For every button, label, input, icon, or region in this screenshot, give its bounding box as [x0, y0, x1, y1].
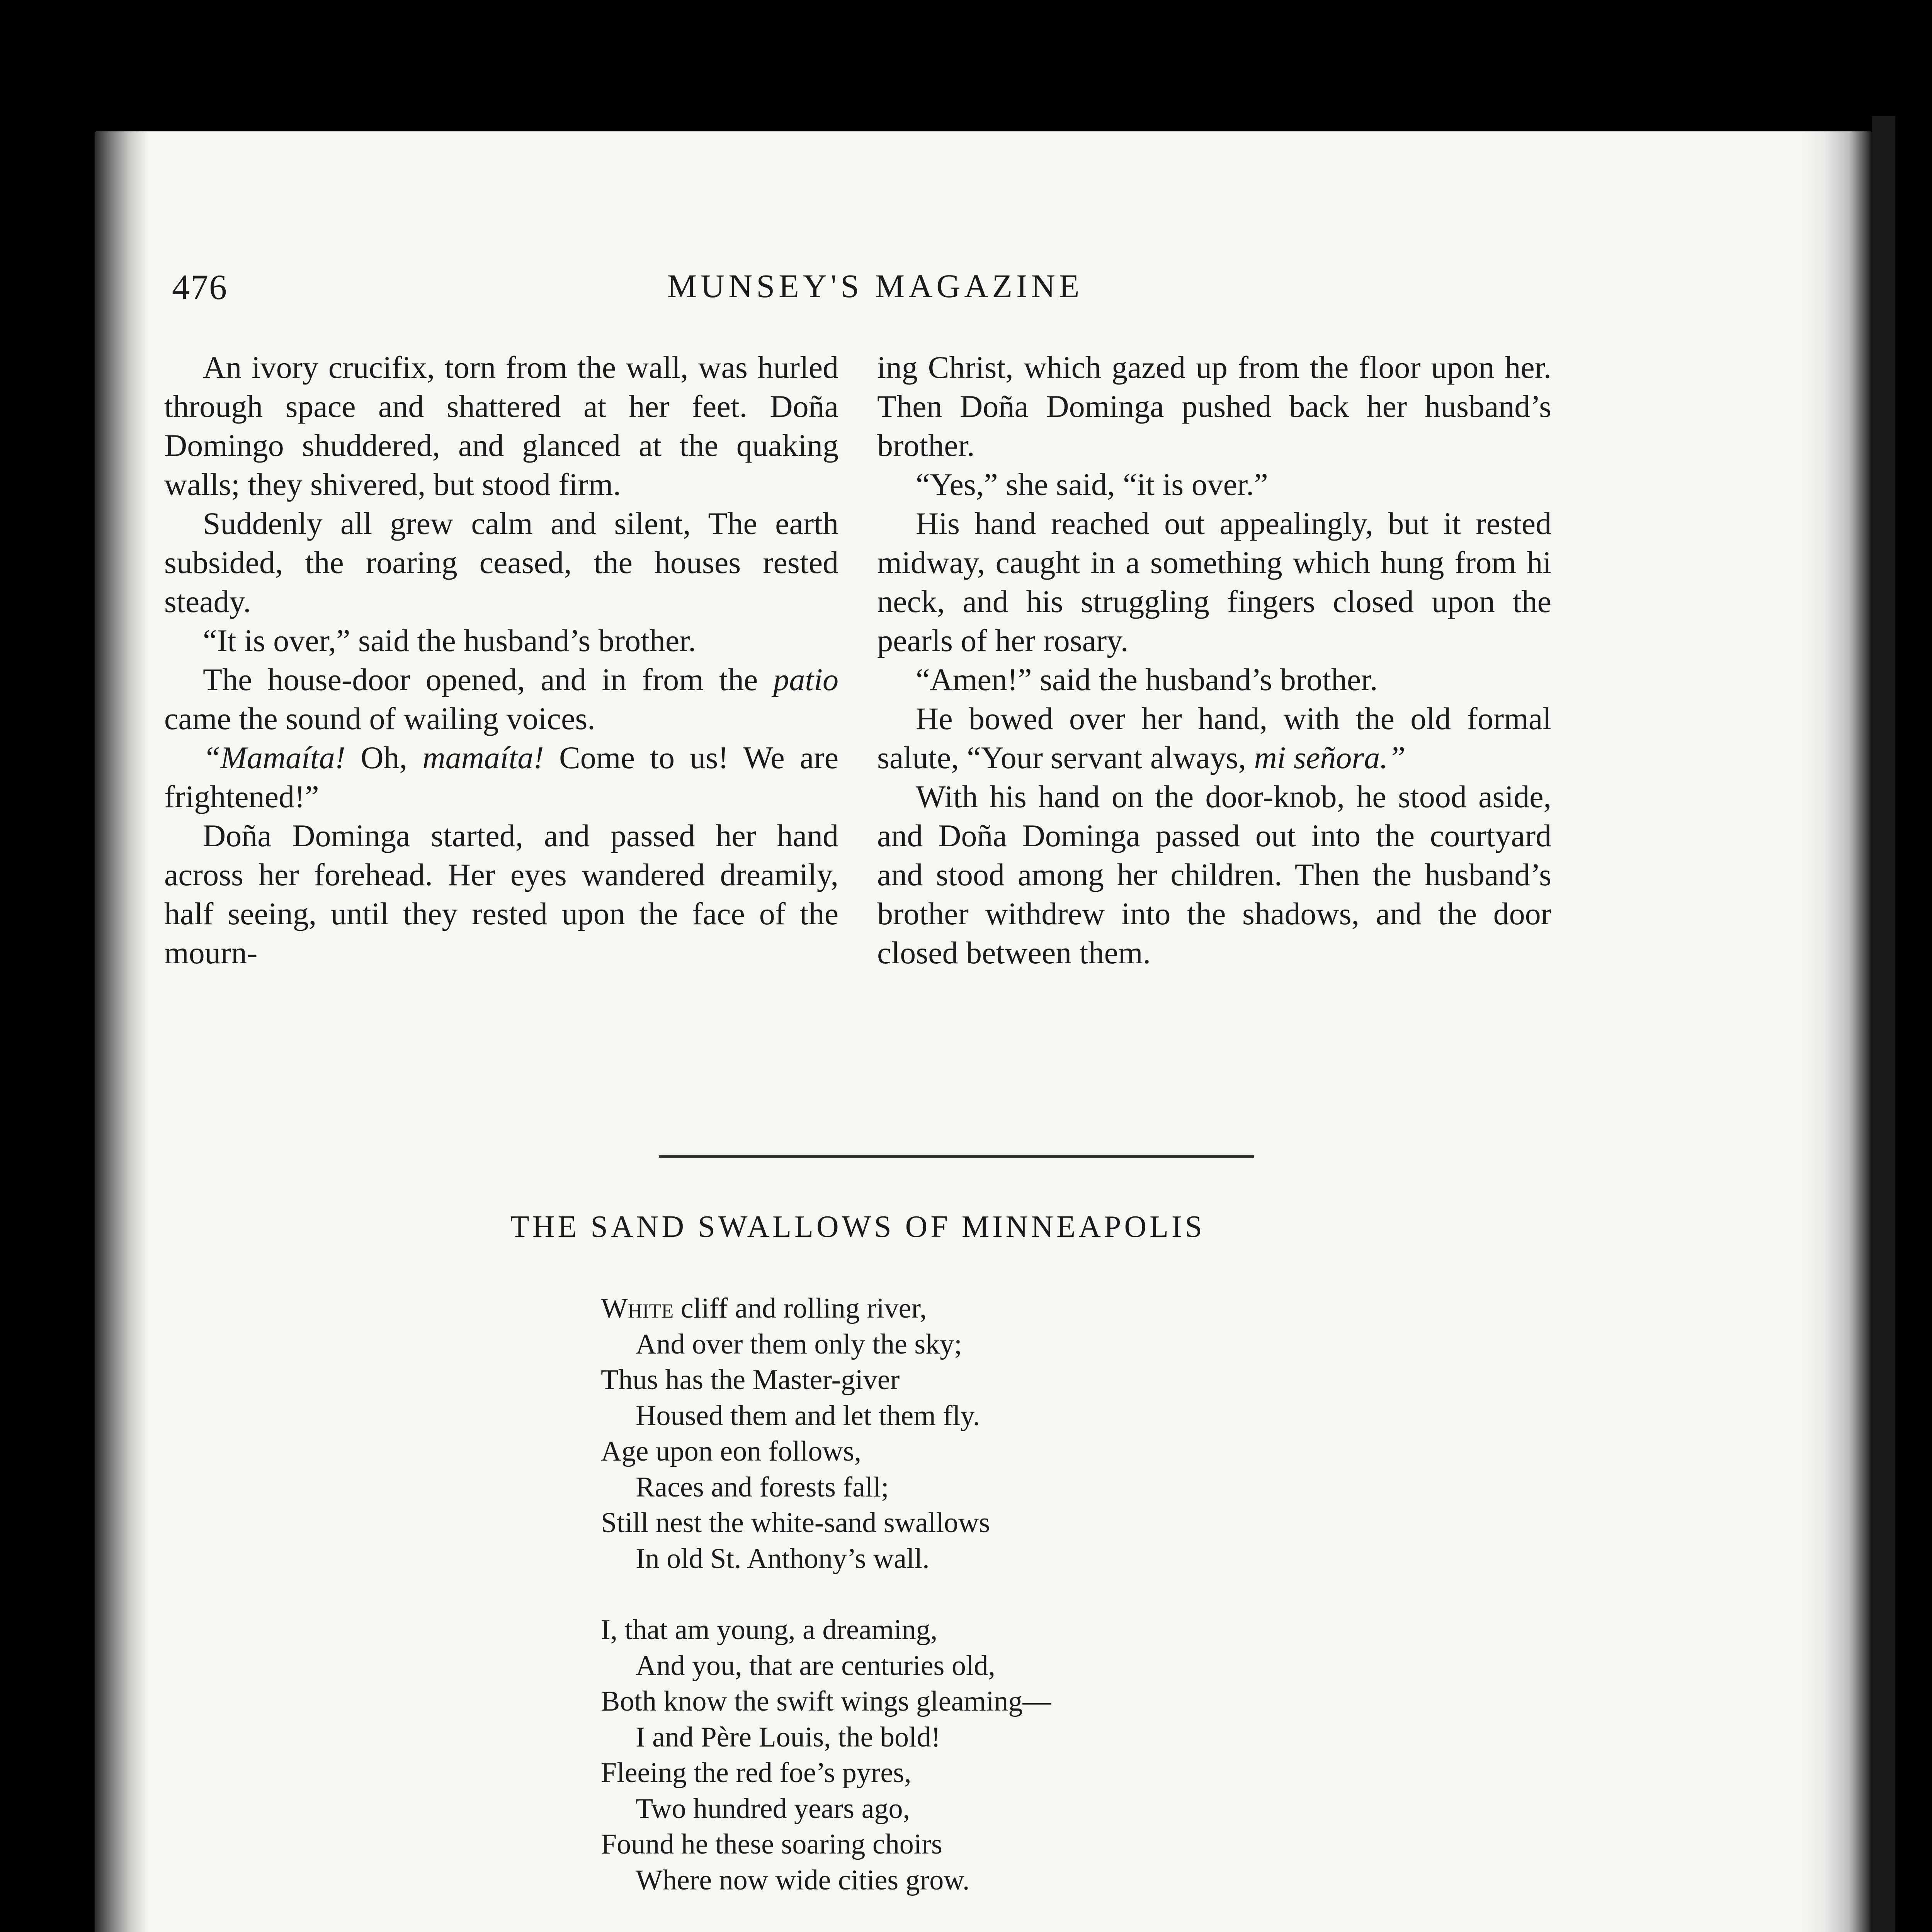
poem-line: Found he these soaring choirs — [601, 1828, 942, 1860]
paragraph: Suddenly all grew calm and silent, The earth subsided, the roaring ceased, the houses rested steady. — [164, 506, 838, 619]
story-column-left — [164, 348, 838, 972]
italic-word: “Mamaíta! — [203, 740, 345, 775]
poem-line: And you, that are centuries old, — [636, 1650, 995, 1682]
poem-stanza — [601, 1612, 1412, 1898]
poem-line: I, that am young, a dreaming, — [601, 1614, 938, 1646]
poem-line: Housed them and let them fly. — [636, 1400, 980, 1432]
poem-line: In old St. Anthony’s wall. — [636, 1543, 930, 1575]
poem-line: And over them only the sky; — [636, 1328, 962, 1360]
poem-body — [601, 1291, 1412, 1932]
paragraph: His hand reached out appealingly, but it rested midway, caught in a something which hung from hi neck, and his struggling fingers closed upon the pearls of her rosary. — [877, 506, 1551, 658]
poem-line: Thus has the Master-giver — [601, 1364, 900, 1396]
binding-shadow — [1803, 131, 1872, 1932]
poem-line: Both know the swift wings gleaming— — [601, 1685, 1051, 1717]
italic-word: patio — [773, 662, 838, 697]
paragraph: An ivory crucifix, torn from the wall, was hurled through space and shattered at her feet. Doña Domingo shuddered, and glanced at the quaking walls; they shivered, but stood firm. — [164, 350, 838, 502]
poem-line: Fleeing the red foe’s pyres, — [601, 1757, 912, 1789]
poem-stanza — [601, 1291, 1412, 1577]
italic-word: mi señora.” — [1254, 740, 1406, 775]
poem-line: Still nest the white-sand swallows — [601, 1507, 990, 1539]
poem-line: Two hundred years ago, — [636, 1793, 910, 1825]
paragraph: “Mamaíta! Oh, mamaíta! Come to us! We are frightened!” — [164, 740, 839, 814]
paragraph: “Amen!” said the husband’s brother. — [916, 662, 1378, 697]
paragraph-continuation: ing Christ, which gazed up from the floor upon her. Then Doña Dominga pushed back her husband’s brother. — [877, 350, 1551, 463]
poem-line: Age upon eon follows, — [601, 1435, 862, 1467]
small-caps-lead-word: White — [601, 1293, 674, 1324]
paragraph: The house-door opened, and in from the patio came the sound of wailing voices. — [164, 662, 838, 736]
paragraph: “It is over,” said the husband’s brother. — [203, 623, 696, 658]
gutter-shade — [95, 131, 149, 1932]
italic-word: mamaíta! — [422, 740, 544, 775]
poem-line: Where now wide cities grow. — [636, 1864, 970, 1896]
paragraph: Doña Dominga started, and passed her hand across her forehead. Her eyes wandered dreamily, half seeing, until they rested upon the face of the mourn- — [164, 818, 838, 970]
section-divider-rule — [659, 1155, 1254, 1158]
poem-title: THE SAND SWALLOWS OF MINNEAPOLIS — [510, 1210, 1206, 1244]
paragraph: “Yes,” she said, “it is over.” — [916, 467, 1268, 502]
paragraph: He bowed over her hand, with the old formal salute, “Your servant always, mi señora.” — [877, 701, 1551, 775]
story-column-right — [877, 348, 1551, 972]
magazine-title: MUNSEY'S MAGAZINE — [667, 267, 1083, 304]
next-page-edge — [1872, 116, 1895, 1932]
poem-line: I and Père Louis, the bold! — [636, 1721, 941, 1753]
page-number: 476 — [172, 267, 228, 307]
poem-line: White cliff and rolling river, — [601, 1293, 927, 1324]
running-head — [172, 267, 1578, 313]
paragraph: With his hand on the door-knob, he stood aside, and Doña Dominga passed out into the courtyard and stood among her children. Then the husband’s brother withdrew into the shadows, and the door closed between them. — [877, 779, 1551, 970]
poem-line: Races and forests fall; — [636, 1471, 889, 1503]
